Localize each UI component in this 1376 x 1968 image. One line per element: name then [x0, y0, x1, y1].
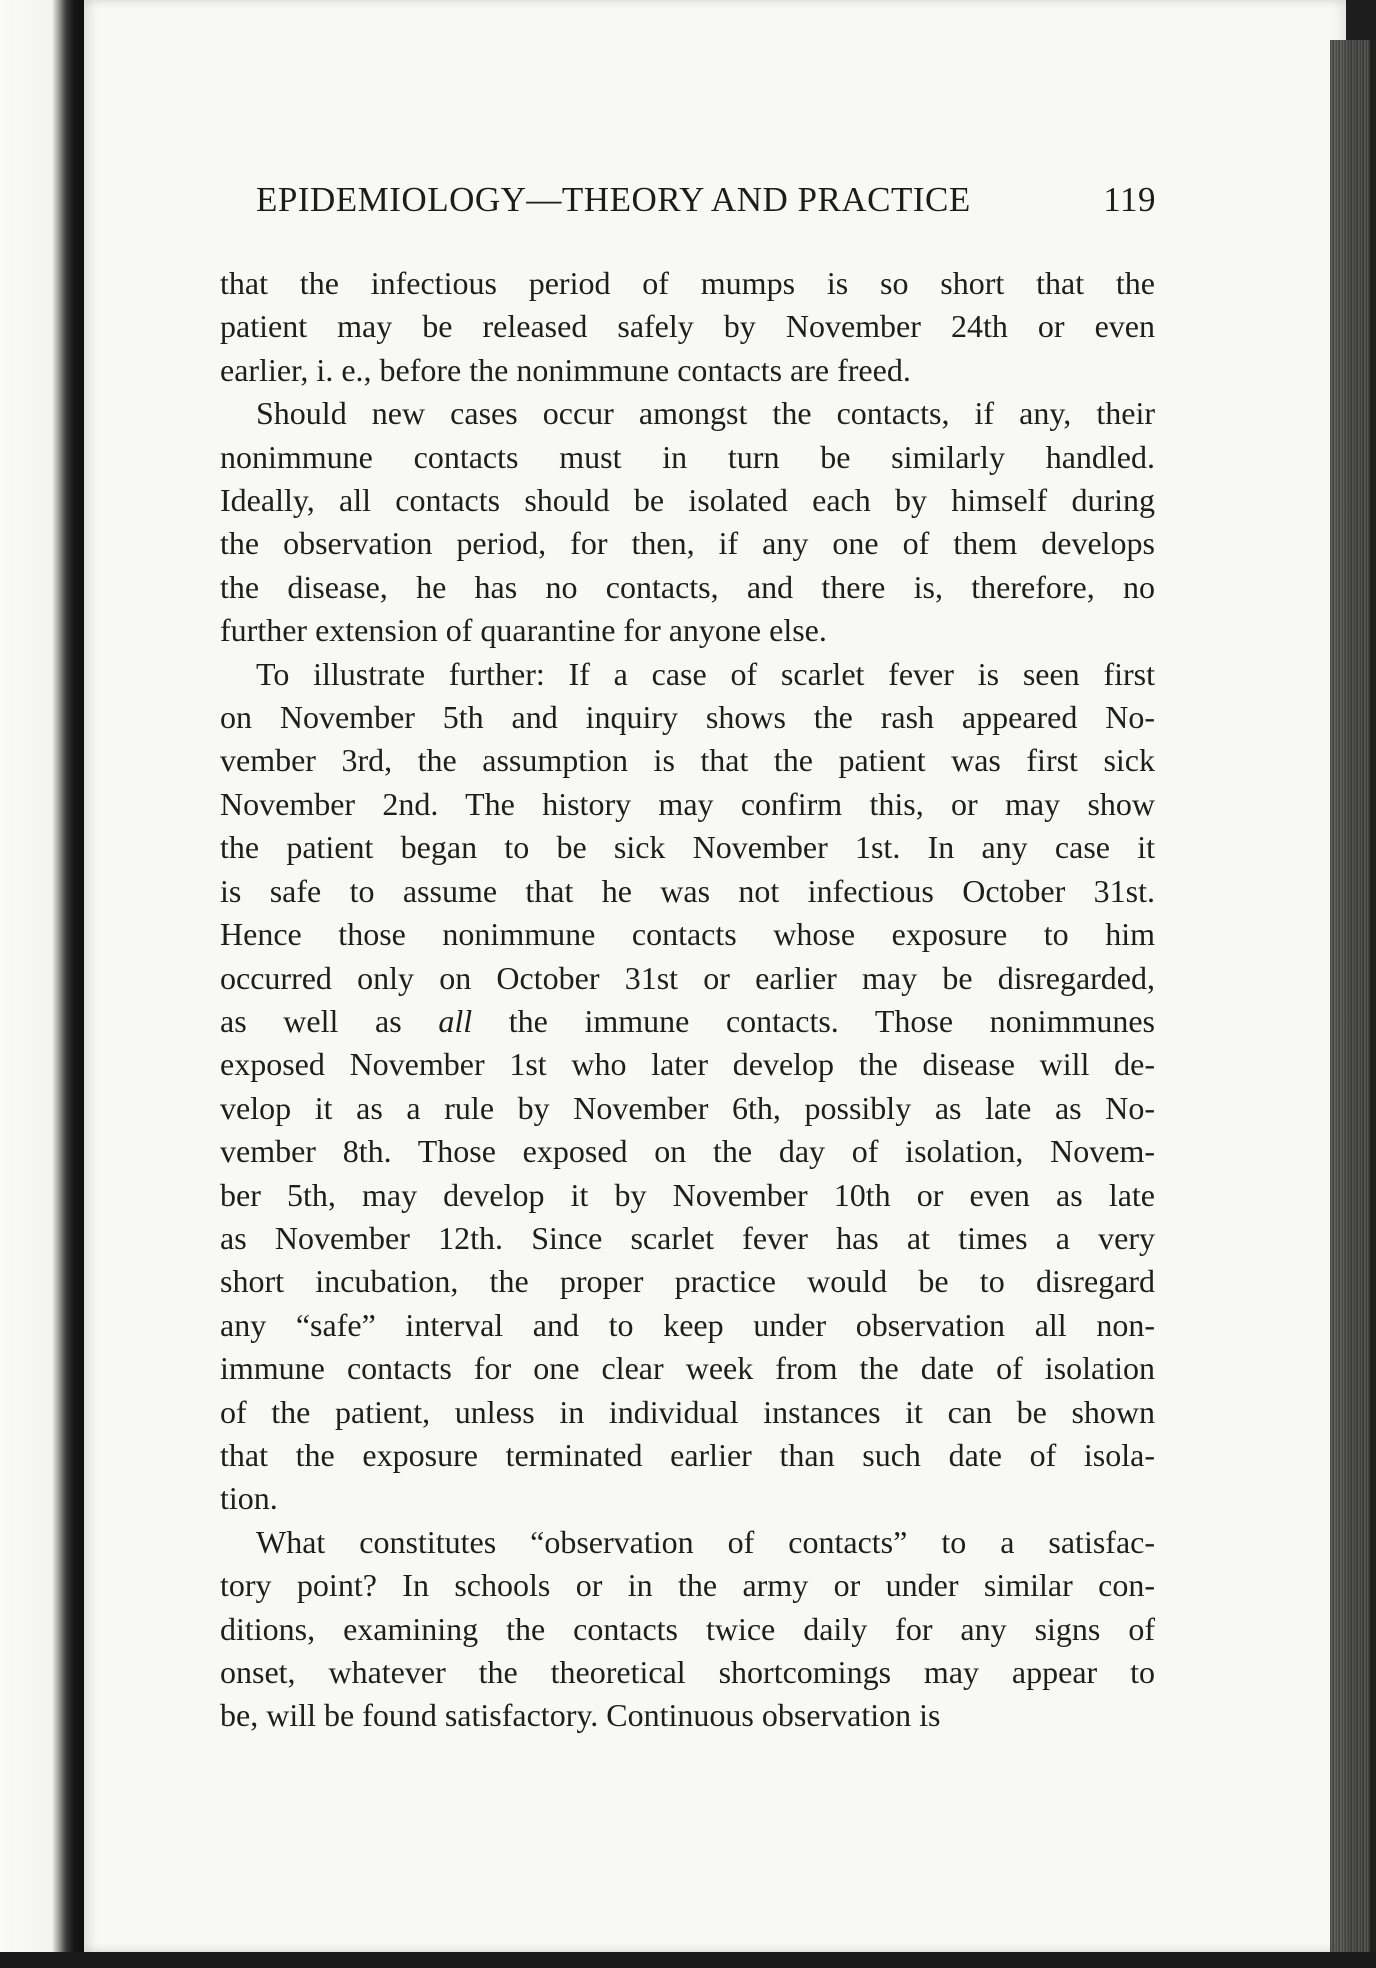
text-line: the observation period, for then, if any one of them develops — [220, 525, 1155, 562]
text-line: ber 5th, may develop it by November 10th or even as late — [220, 1176, 1155, 1213]
text-line: tory point? In schools or in the army or under similar con- — [220, 1567, 1155, 1604]
body-text — [220, 262, 1155, 1738]
paragraph — [220, 262, 1155, 392]
text-line: as November 12th. Since scarlet fever has at times a very — [220, 1219, 1155, 1256]
text-line: What constitutes “observation of contacts” to a satisfac- — [256, 1523, 1155, 1560]
text-line: as well as all the immune contacts. Those nonimmunes — [220, 1002, 1156, 1039]
page-stack-edge — [1330, 40, 1370, 1968]
text-line: on November 5th and inquiry shows the rash appeared No- — [220, 699, 1155, 736]
text-line: exposed November 1st who later develop the disease will de- — [220, 1046, 1155, 1083]
text-line: November 2nd. The history may confirm this, or may show — [220, 785, 1155, 822]
text-line: that the infectious period of mumps is so short that the — [220, 265, 1155, 301]
text-line: patient may be released safely by November 24th or even — [220, 308, 1155, 345]
text-line: Hence those nonimmune contacts whose exposure to him — [220, 916, 1155, 953]
text-line: Should new cases occur amongst the contacts, if any, their — [256, 395, 1155, 432]
running-head-title: EPIDEMIOLOGY—THEORY AND PRACTICE — [256, 180, 971, 219]
text-line: ditions, examining the contacts twice daily for any signs of — [220, 1610, 1155, 1647]
text-line: the patient began to be sick November 1st. In any case it — [220, 829, 1155, 866]
paragraph — [220, 1521, 1155, 1738]
text-line: To illustrate further: If a case of scarlet fever is seen first — [256, 655, 1155, 692]
text-line: onset, whatever the theoretical shortcomings may appear to — [220, 1654, 1155, 1690]
text-line: that the exposure terminated earlier than such date of isola- — [220, 1436, 1155, 1473]
text-line: earlier, i. e., before the nonimmune contacts are freed. — [220, 351, 911, 388]
text-line: be, will be found satisfactory. Continuous observation is — [220, 1697, 941, 1734]
facing-page-edge — [0, 0, 84, 1968]
text-line: tion. — [220, 1480, 278, 1517]
paragraph — [220, 653, 1155, 1521]
running-head — [256, 180, 1156, 236]
text-line: Ideally, all contacts should be isolated each by himself during — [220, 482, 1155, 519]
paragraph — [220, 392, 1155, 652]
text-line: short incubation, the proper practice would be to disregard — [220, 1263, 1155, 1300]
text-line: vember 3rd, the assumption is that the patient was first sick — [220, 742, 1155, 779]
text-line: is safe to assume that he was not infectious October 31st. — [220, 872, 1155, 909]
text-line: immune contacts for one clear week from the date of isolation — [220, 1350, 1155, 1387]
text-line: the disease, he has no contacts, and there is, therefore, no — [220, 568, 1155, 605]
page-number: 119 — [1103, 180, 1156, 219]
text-line: velop it as a rule by November 6th, possibly as late as No- — [220, 1089, 1155, 1126]
text-line: further extension of quarantine for anyone else. — [220, 612, 827, 649]
scan-bottom-border — [0, 1952, 1376, 1968]
text-line: any “safe” interval and to keep under observation all non- — [220, 1306, 1155, 1343]
text-line: of the patient, unless in individual instances it can be shown — [220, 1393, 1155, 1430]
text-line: nonimmune contacts must in turn be similarly handled. — [220, 438, 1155, 475]
text-line: vember 8th. Those exposed on the day of isolation, Novem- — [220, 1133, 1155, 1170]
text-line: occurred only on October 31st or earlier may be disregarded, — [220, 959, 1155, 996]
